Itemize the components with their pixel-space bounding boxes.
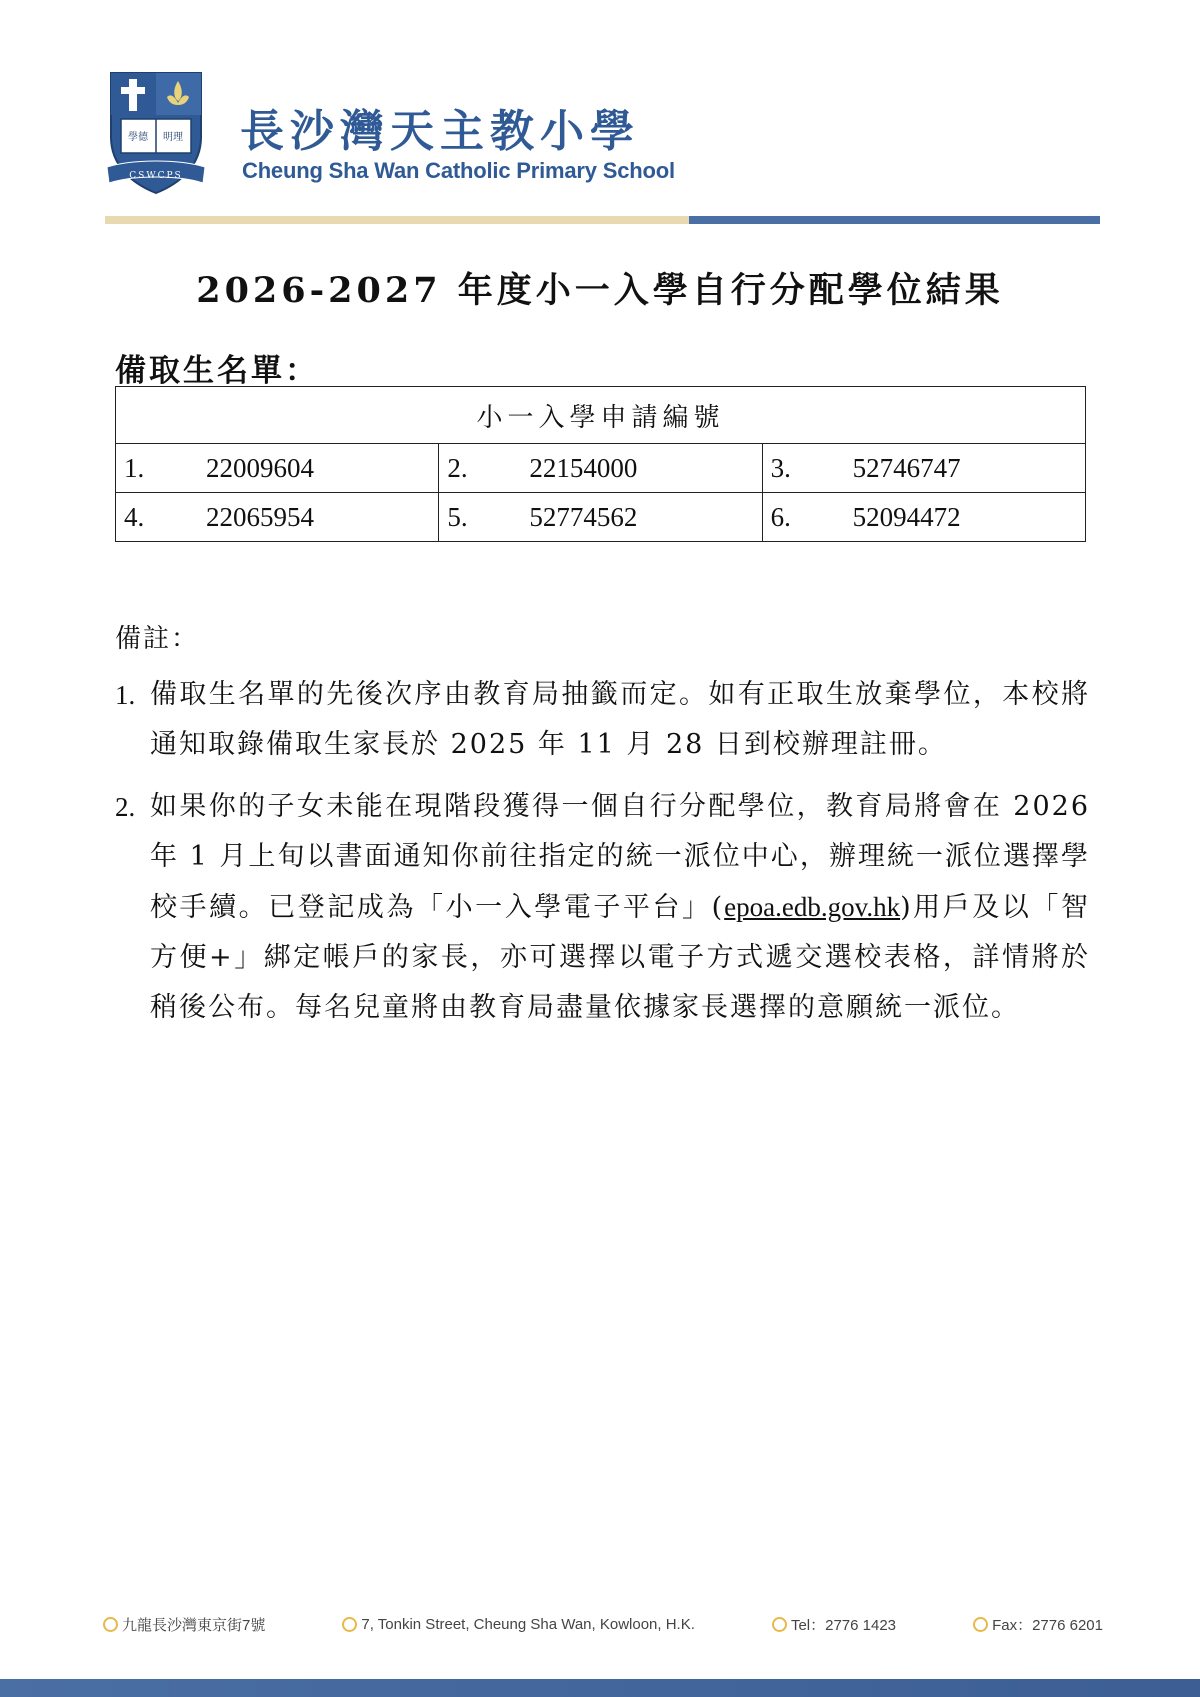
remark-number: 1. <box>115 680 136 710</box>
footer-address-en <box>342 1614 695 1635</box>
entry-number: 2. <box>447 452 468 483</box>
crest-text-right: 明理 <box>163 132 183 143</box>
remark-text: 備取生名單的先後次序由教育局抽籤而定。如有正取生放棄學位，本校將通知取錄備取生家長於 2025 年 11 月 28 日到校辦理註冊。 <box>150 679 1090 760</box>
application-id: 52746747 <box>852 452 961 483</box>
crest-banner-text: CSWCPS <box>129 171 183 181</box>
remark-item <box>115 782 1090 1033</box>
bullet-icon <box>103 1617 118 1632</box>
footer-address-zh <box>103 1614 265 1635</box>
application-id: 52774562 <box>529 501 638 532</box>
application-id: 22065954 <box>206 501 314 532</box>
entry-number: 1. <box>124 452 145 483</box>
entry-number: 3. <box>770 452 791 483</box>
document-title: 2026-2027 年度小一入學自行分配學位結果 <box>196 270 1004 311</box>
footer <box>103 1614 1103 1635</box>
header-rule-gold <box>105 216 689 224</box>
epoa-link[interactable]: epoa.edb.gov.hk <box>724 892 901 922</box>
table-header: 小一入學申請編號 <box>116 387 1086 444</box>
school-crest-logo <box>103 67 209 197</box>
bullet-icon <box>342 1617 357 1632</box>
remarks-label: 備註： <box>115 624 200 654</box>
bottom-band <box>0 1679 1200 1697</box>
waitlist-table <box>115 386 1086 542</box>
footer-tel-text: Tel：2776 1423 <box>790 1617 897 1634</box>
footer-tel <box>772 1614 896 1635</box>
bullet-icon <box>973 1617 988 1632</box>
table-cell <box>439 493 762 542</box>
remark-text-before: 如果你的子女未能在現階段獲得一個自行分配學位，教育局將會在 2026 年 1 月上旬以書面通知你前往指定的統一派位中心，辦理統一派位選擇學校手續。已登記成為「小一入學電子平台」( <box>150 791 1090 923</box>
footer-address-en-text: 7, Tonkin Street, Cheung Sha Wan, Kowloon, H.K. <box>361 1616 695 1633</box>
waitlist-heading: 備取生名單： <box>115 353 319 389</box>
table-cell <box>116 444 439 493</box>
table-cell <box>762 444 1085 493</box>
table-row <box>116 444 1086 493</box>
table-cell <box>116 493 439 542</box>
remark-item <box>115 670 1090 770</box>
bullet-icon <box>772 1617 787 1632</box>
remark-text <box>150 782 1090 1033</box>
entry-number: 5. <box>447 501 468 532</box>
footer-fax-text: Fax：2776 6201 <box>992 1617 1103 1634</box>
application-id: 22154000 <box>529 452 638 483</box>
table-cell <box>439 444 762 493</box>
entry-number: 4. <box>124 501 145 532</box>
remark-number: 2. <box>115 792 136 822</box>
school-name-zh: 長沙灣天主教小學 <box>240 106 640 157</box>
header-rule-blue <box>689 216 1100 224</box>
application-id: 22009604 <box>206 452 314 483</box>
footer-fax <box>973 1614 1103 1635</box>
crest-text-left: 學德 <box>128 132 148 143</box>
table-cell <box>762 493 1085 542</box>
footer-address-zh-text: 九龍長沙灣東京街7號 <box>122 1617 266 1634</box>
remark-text-after: )用戶及以「智方便+」綁定帳戶的家長，亦可選擇以電子方式遞交選校表格，詳情將於稍後公布。每名兒童將由教育局盡量依據家長選擇的意願統一派位。 <box>150 892 1090 1023</box>
entry-number: 6. <box>770 501 791 532</box>
table-row <box>116 493 1086 542</box>
school-name-en: Cheung Sha Wan Catholic Primary School <box>242 158 675 183</box>
application-id: 52094472 <box>852 501 961 532</box>
